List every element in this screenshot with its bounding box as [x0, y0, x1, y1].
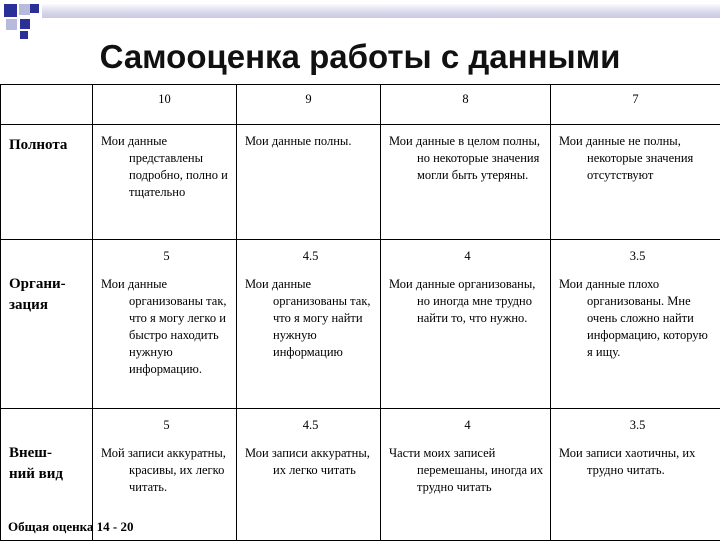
- score-value: 5: [101, 417, 232, 434]
- score-header: 8: [381, 85, 551, 125]
- criterion-description: Мои данные полны.: [237, 125, 381, 240]
- criterion-description: 3.5 Мои данные плохо организованы. Мне очень сложно найти информацию, которую я ищу.: [551, 240, 720, 409]
- score-value: 4: [389, 248, 546, 265]
- decorative-square: [30, 4, 39, 13]
- score-value: 5: [101, 248, 232, 265]
- score-header: 7: [551, 85, 720, 125]
- criterion-description: 5 Мои данные организованы так, что я могу легко и быстро находить нужную информацию.: [93, 240, 237, 409]
- score-header: 9: [237, 85, 381, 125]
- criterion-description: Мои данные представлены подробно, полно и тщательно: [93, 125, 237, 240]
- score-value: 3.5: [559, 248, 716, 265]
- criterion-description: Мои данные в целом полны, но некоторые значения могли быть утеряны.: [381, 125, 551, 240]
- criterion-description: 4.5 Мои записи аккуратны, их легко читать: [237, 409, 381, 541]
- page-title: Самооценка работы с данными: [0, 38, 720, 76]
- criterion-description: 4.5 Мои данные организованы так, что я могу найти нужную информацию: [237, 240, 381, 409]
- criterion-row-completeness: [1, 125, 720, 240]
- decorative-square: [20, 19, 30, 29]
- score-value: 4.5: [245, 248, 376, 265]
- score-header-row: [1, 85, 720, 125]
- criterion-description: 4 Части моих записей перемешаны, иногда их трудно читать: [381, 409, 551, 541]
- decorative-square: [19, 4, 30, 15]
- criterion-label: Внеш-ний вид: [1, 409, 93, 541]
- decorative-header-bar: [42, 4, 720, 18]
- score-value: 4.5: [245, 417, 376, 434]
- criterion-label: Полнота: [1, 125, 93, 240]
- decorative-square: [4, 4, 17, 17]
- criterion-label: Органи-зация: [1, 240, 93, 409]
- criterion-description: Мои данные не полны, некоторые значения отсутствуют: [551, 125, 720, 240]
- criterion-description: 3.5 Мои записи хаотичны, их трудно читать.: [551, 409, 720, 541]
- score-value: 3.5: [559, 417, 716, 434]
- empty-corner-cell: [1, 85, 93, 125]
- total-score: Общая оценка 14 - 20: [8, 519, 134, 535]
- score-value: 4: [389, 417, 546, 434]
- criterion-description: 5 Мой записи аккуратны, красивы, их легко читать.: [93, 409, 237, 541]
- decorative-square: [6, 19, 17, 30]
- criterion-row-organization: [1, 240, 720, 409]
- criterion-description: 4 Мои данные организованы, но иногда мне трудно найти то, что нужно.: [381, 240, 551, 409]
- rubric-table: [0, 84, 720, 541]
- score-header: 10: [93, 85, 237, 125]
